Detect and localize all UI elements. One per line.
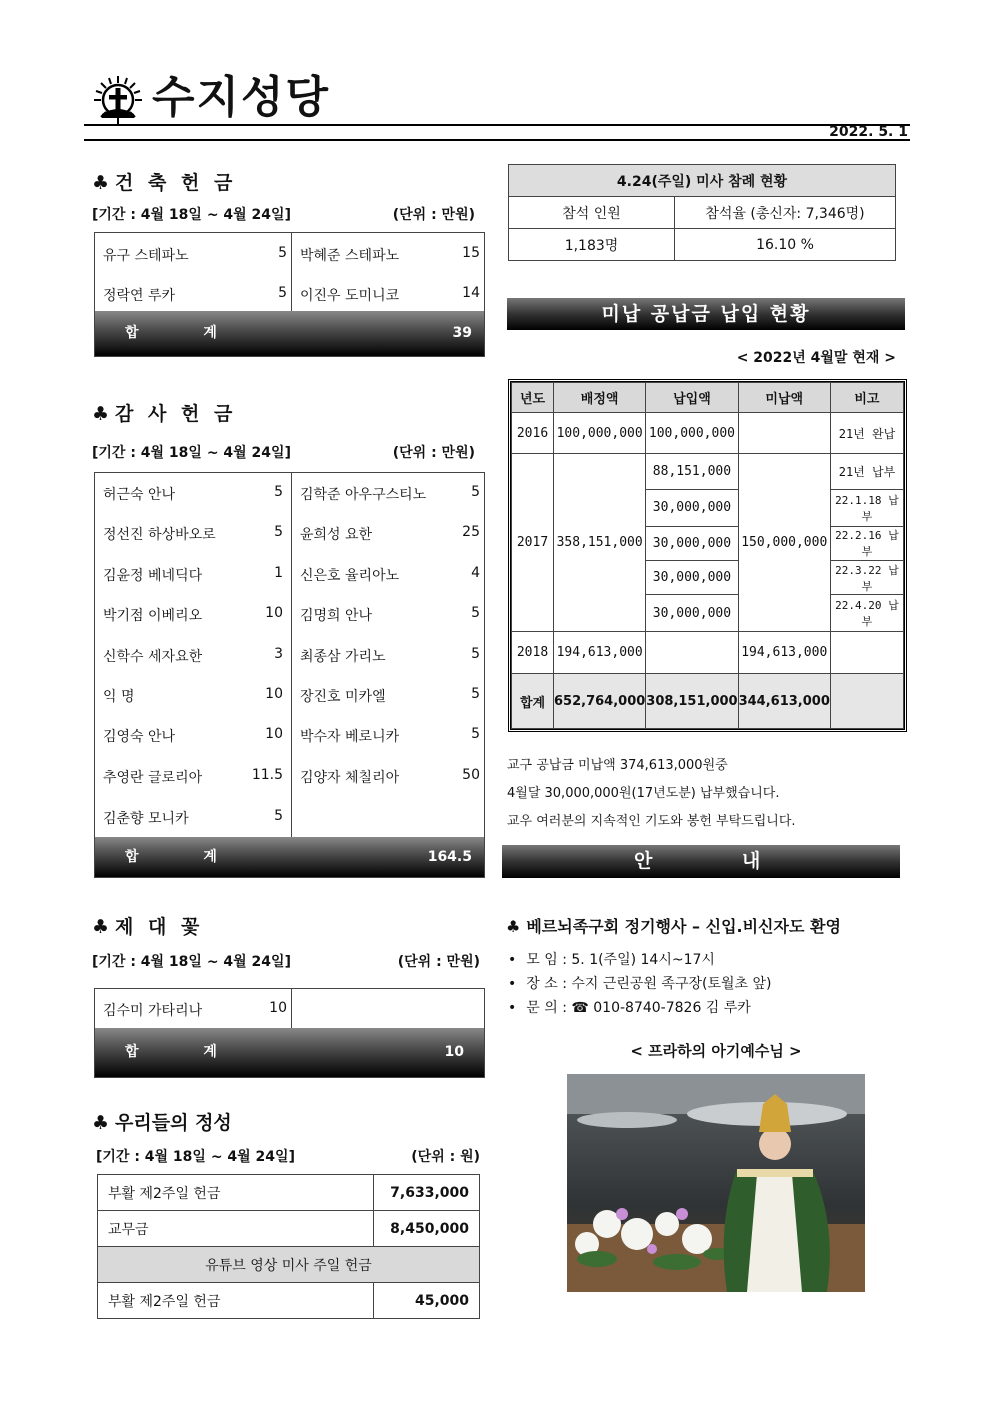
notice-banner: 안 내 xyxy=(502,845,900,878)
building-period: [기간 : 4월 18일 ~ 4월 24일] xyxy=(92,207,291,223)
table-row: 30,000,000 22.4.20 납부 xyxy=(512,595,904,631)
building-fund-title: ♣ 건 축 헌 금 xyxy=(92,172,237,194)
attendance-count: 1,183명 xyxy=(509,229,675,261)
offerings-table xyxy=(97,1174,480,1319)
thanks-offering-title: ♣ 감 사 헌 금 xyxy=(92,403,237,425)
table-row: 2016 100,000,000 100,000,000 21년 완납 xyxy=(512,413,904,453)
as-of-date: < 2022년 4월말 현재 > xyxy=(736,350,896,366)
attendance-rate: 16.10 % xyxy=(675,229,896,261)
attendance-title: 4.24(주일) 미사 참례 현황 xyxy=(509,165,896,197)
attendance-col1: 참석 인원 xyxy=(509,197,675,229)
list-item: • 문 의 : ☎ 010-8740-7826 김 루카 xyxy=(508,1000,751,1016)
event-title: ♣ 베르뇌족구회 정기행사 – 신입.비신자도 환영 xyxy=(506,917,841,936)
club-icon: ♣ xyxy=(92,172,110,194)
table-row: 30,000,000 22.2.16 납부 xyxy=(512,526,904,560)
bullet-icon: • xyxy=(508,976,517,992)
sincerity-unit: (단위 : 원) xyxy=(411,1149,480,1165)
total-row: 합계 652,764,000 308,151,000 344,613,000 xyxy=(512,674,904,729)
column-divider xyxy=(291,233,292,311)
altar-flowers-table: 김수미 가타리나 10 합 계 10 xyxy=(94,988,485,1078)
youtube-header-row: 유튜브 영상 미사 주일 헌금 xyxy=(98,1247,480,1283)
table-row: 부활 제2주일 헌금 45,000 xyxy=(98,1283,480,1319)
column-divider xyxy=(291,989,292,1029)
thanks-period: [기간 : 4월 18일 ~ 4월 24일] xyxy=(92,445,291,461)
thanks-offering-table: 합 계 164.5 허근숙 안나 5 정선진 하상바오로 5 김윤정 베네딕다 1 박기점 이베리오 10 신학수 세자요한 3 익 명 10 김영숙 안나 10 추영란 글로리아 11.5 김춘향 모니카 5 김학준 아우구스티노 5 윤희성 요한 25 신은호 율리아노 4 김명희 안나 5 최종삼 가리노 5 장진호 미카엘 5 박수자 베로니카 5 김양자 체칠리아 50 xyxy=(94,472,485,878)
total-bar: 합 계 39 xyxy=(95,311,484,356)
table-row: 30,000,000 22.1.18 납부 xyxy=(512,490,904,526)
our-offerings-title: ♣ 우리들의 정성 xyxy=(92,1112,232,1134)
building-unit: (단위 : 만원) xyxy=(392,207,475,223)
event-details xyxy=(508,948,771,1020)
bullet-icon: • xyxy=(508,1000,517,1016)
column-divider xyxy=(291,473,292,837)
photo-caption: < 프라하의 아기예수님 > xyxy=(630,1042,802,1060)
flowers-period: [기간 : 4월 18일 ~ 4월 24일] xyxy=(92,954,291,970)
bullet-icon: • xyxy=(508,952,517,968)
unpaid-note: 교구 공납금 미납액 374,613,000원중 xyxy=(507,758,728,773)
table-row: 2017 358,151,000 88,151,000 150,000,000 21년 납부 xyxy=(512,453,904,489)
table-header-row: 년도 배정액 납입액 미납액 비고 xyxy=(512,383,904,413)
club-icon: ♣ xyxy=(506,917,521,936)
total-bar: 합 계 164.5 xyxy=(95,837,484,877)
unpaid-banner: 미납 공납금 납입 현황 xyxy=(507,298,905,330)
club-icon: ♣ xyxy=(92,1112,110,1134)
list-item: • 모 임 : 5. 1(주일) 14시~17시 xyxy=(508,952,715,968)
total-bar: 합 계 10 xyxy=(95,1028,484,1077)
club-icon: ♣ xyxy=(92,403,110,425)
page-title: 수지성당 xyxy=(152,72,331,123)
unpaid-note: 교우 여러분의 지속적인 기도와 봉헌 부탁드립니다. xyxy=(507,814,796,829)
table-row: 2018 194,613,000 194,613,000 xyxy=(512,631,904,673)
club-icon: ♣ xyxy=(92,916,110,938)
attendance-table xyxy=(508,164,896,261)
altar-flowers-title: ♣ 제 대 꽃 xyxy=(92,916,204,938)
table-row: 교무금 8,450,000 xyxy=(98,1211,480,1247)
attendance-col2: 참석율 (총신자: 7,346명) xyxy=(675,197,896,229)
sincerity-period: [기간 : 4월 18일 ~ 4월 24일] xyxy=(96,1149,295,1165)
table-row: 부활 제2주일 헌금 7,633,000 xyxy=(98,1175,480,1211)
unpaid-note: 4월달 30,000,000원(17년도분) 납부했습니다. xyxy=(507,786,780,801)
table-row: 30,000,000 22.3.22 납부 xyxy=(512,561,904,595)
unpaid-dues-table xyxy=(508,379,907,732)
flowers-unit: (단위 : 만원) xyxy=(397,954,480,970)
thanks-unit: (단위 : 만원) xyxy=(392,445,475,461)
list-item: • 장 소 : 수지 근린공원 족구장(토월초 앞) xyxy=(508,976,772,992)
building-fund-table: 유구 스테파노 5 박혜준 스테파노 15 정락연 루카 5 이진우 도미니코 14 합 계 39 xyxy=(94,232,485,357)
issue-date: 2022. 5. 1 xyxy=(829,124,908,140)
infant-jesus-photo xyxy=(567,1074,865,1292)
church-logo-icon xyxy=(92,74,144,126)
